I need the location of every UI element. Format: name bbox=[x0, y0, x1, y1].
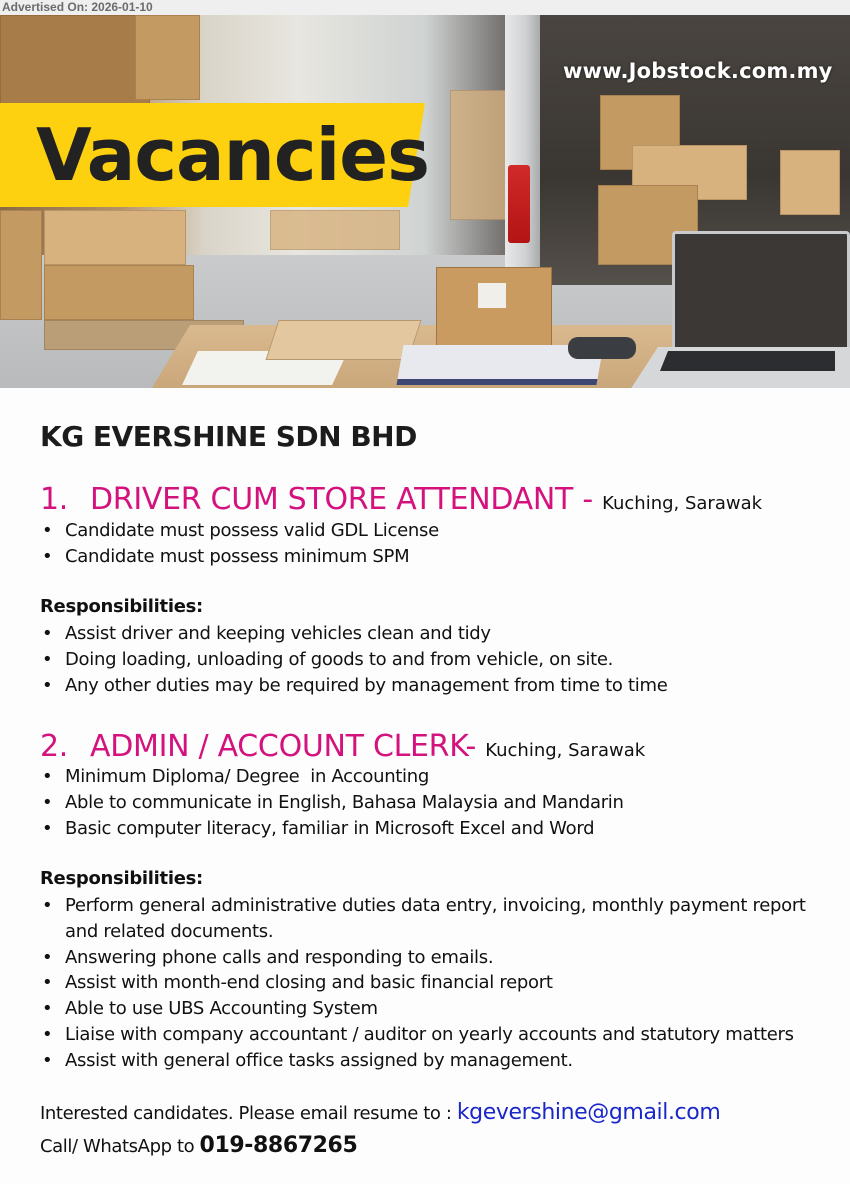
advertised-date: Advertised On: 2026-01-10 bbox=[0, 0, 850, 15]
list-item: • Able to communicate in English, Bahasa Malaysia and Mandarin bbox=[40, 790, 624, 816]
title-separator: - bbox=[465, 729, 486, 764]
job-2-requirements bbox=[40, 764, 624, 841]
laptop-keyboard bbox=[660, 351, 835, 371]
list-item: • Assist driver and keeping vehicles clean and tidy bbox=[40, 621, 668, 647]
list-item: • Able to use UBS Accounting System bbox=[40, 996, 810, 1022]
company-name: KG EVERSHINE SDN BHD bbox=[40, 420, 417, 453]
cardboard-box bbox=[450, 90, 510, 220]
email-line bbox=[40, 1100, 720, 1125]
job-title-text: DRIVER CUM STORE ATTENDANT bbox=[90, 482, 574, 517]
list-item: • Doing loading, unloading of goods to and from vehicle, on site. bbox=[40, 647, 668, 673]
list-item: • Assist with month-end closing and basic financial report bbox=[40, 970, 810, 996]
van-taillight bbox=[508, 165, 530, 243]
phone-instruction: Call/ WhatsApp to bbox=[40, 1136, 200, 1157]
list-item: • Candidate must possess minimum SPM bbox=[40, 544, 439, 570]
job-location: Kuching, Sarawak bbox=[485, 740, 646, 761]
email-instruction: Interested candidates. Please email resume to : bbox=[40, 1103, 457, 1124]
bullet-icon: • bbox=[42, 998, 53, 1020]
bullet-icon: • bbox=[42, 1049, 53, 1071]
title-separator: - bbox=[573, 482, 603, 517]
parcel-label bbox=[478, 283, 506, 308]
bullet-icon: • bbox=[42, 817, 53, 839]
bullet-icon: • bbox=[42, 972, 53, 994]
bullet-icon: • bbox=[42, 766, 53, 787]
cardboard-box bbox=[0, 15, 150, 105]
list-item: • Any other duties may be required by management from time to time bbox=[40, 673, 668, 699]
job-number: 1. bbox=[40, 482, 69, 517]
job-2-responsibilities bbox=[40, 893, 810, 1074]
bullet-icon: • bbox=[42, 895, 53, 916]
list-item: • Minimum Diploma/ Degree in Accounting bbox=[40, 764, 624, 790]
bullet-icon: • bbox=[42, 946, 53, 968]
cardboard-box bbox=[270, 210, 400, 250]
cardboard-box bbox=[135, 15, 200, 100]
bullet-icon: • bbox=[42, 545, 53, 567]
job-title-1 bbox=[40, 482, 762, 517]
list-item: • Perform general administrative duties data entry, invoicing, monthly payment report and related documents. bbox=[42, 895, 806, 942]
list-item: • Candidate must possess valid GDL License bbox=[40, 518, 439, 544]
bullet-icon: • bbox=[42, 1023, 53, 1045]
computer-mouse bbox=[568, 337, 636, 359]
list-item: • Liaise with company accountant / auditor on yearly accounts and statutory matters bbox=[40, 1022, 810, 1048]
phone-line bbox=[40, 1133, 357, 1158]
responsibilities-heading: Responsibilities: bbox=[40, 868, 203, 889]
job-1-requirements bbox=[40, 518, 439, 570]
bullet-icon: • bbox=[42, 674, 53, 696]
cardboard-box bbox=[44, 210, 186, 265]
book bbox=[266, 320, 422, 360]
bullet-icon: • bbox=[42, 623, 53, 644]
cardboard-box bbox=[780, 150, 840, 215]
job-1-responsibilities bbox=[40, 621, 668, 698]
job-title-text: ADMIN / ACCOUNT CLERK bbox=[90, 729, 466, 764]
phone-number[interactable]: 019-8867265 bbox=[199, 1133, 358, 1158]
vacancies-title: Vacancies bbox=[36, 113, 429, 197]
list-item: • Basic computer literacy, familiar in Microsoft Excel and Word bbox=[40, 816, 624, 842]
job-title-2 bbox=[40, 729, 645, 764]
job-location: Kuching, Sarawak bbox=[602, 493, 763, 514]
website-watermark: www.Jobstock.com.my bbox=[563, 59, 833, 83]
job-number: 2. bbox=[40, 729, 69, 764]
bullet-icon: • bbox=[42, 520, 53, 541]
hero-image bbox=[0, 15, 850, 388]
list-item: • Answering phone calls and responding to emails. bbox=[40, 945, 810, 971]
list-item: • Assist with general office tasks assigned by management. bbox=[40, 1048, 810, 1074]
cardboard-box bbox=[0, 210, 42, 320]
cardboard-box bbox=[44, 265, 194, 320]
van-door bbox=[505, 15, 540, 285]
responsibilities-heading: Responsibilities: bbox=[40, 596, 203, 617]
laptop-screen bbox=[672, 231, 850, 351]
bullet-icon: • bbox=[42, 791, 53, 813]
bullet-icon: • bbox=[42, 648, 53, 670]
email-link[interactable]: kgevershine@gmail.com bbox=[456, 1100, 721, 1125]
